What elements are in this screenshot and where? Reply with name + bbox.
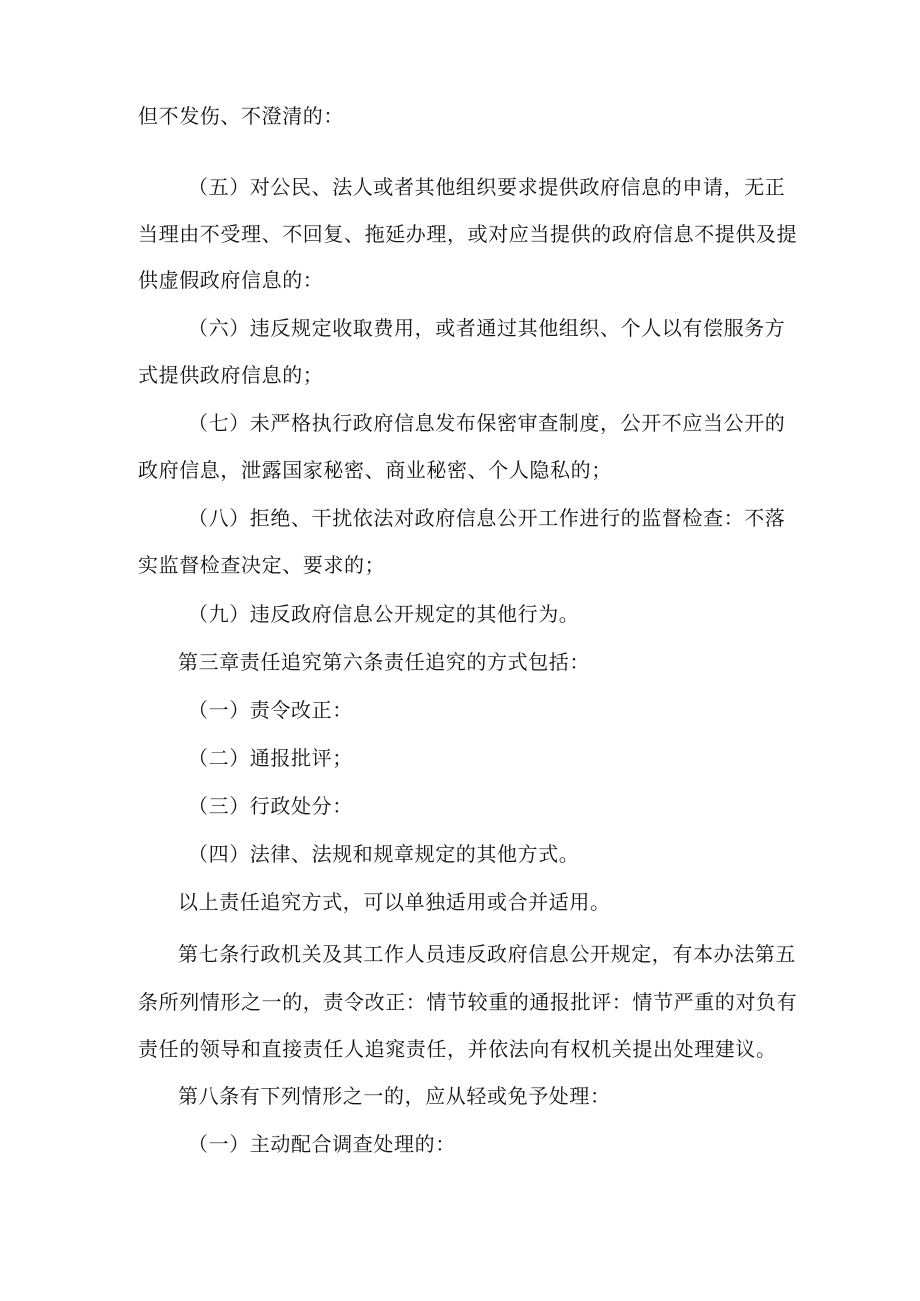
paragraph-11-line-1: （四）法律、法规和规章规定的其他方式。 xyxy=(188,842,580,866)
paragraph-5-line-2: 实监督检查决定、要求的； xyxy=(138,553,386,577)
paragraph-4-line-2: 政府信息，泄露国家秘密、商业秘密、个人隐私的； xyxy=(138,458,612,482)
paragraph-2-line-3: 供虚假政府信息的： xyxy=(138,268,324,292)
paragraph-7-line-1: 第三章责任追究第六条责任追究的方式包括： xyxy=(178,650,590,674)
paragraph-1-line-1: 但不发伤、不澄清的： xyxy=(138,104,344,128)
paragraph-3-line-2: 式提供政府信息的； xyxy=(138,363,324,387)
paragraph-14-line-1: 第八条有下列情形之一的，应从轻或免予处理： xyxy=(178,1084,611,1108)
paragraph-13-line-1: 第七条行政机关及其工作人员违反政府信息公开规定，有本办法第五 xyxy=(178,942,796,966)
paragraph-4-line-1: （七）未严格执行政府信息发布保密审查制度，公开不应当公开的 xyxy=(188,411,786,435)
paragraph-5-line-1: （八）拒绝、干扰依法对政府信息公开工作进行的监督检查：不落 xyxy=(188,506,786,530)
paragraph-12-line-1: 以上责任追究方式，可以单独适用或合并适用。 xyxy=(178,890,611,914)
paragraph-6-line-1: （九）违反政府信息公开规定的其他行为。 xyxy=(188,602,580,626)
paragraph-8-line-1: （一）责令改正： xyxy=(188,698,353,722)
paragraph-13-line-2: 条所列情形之一的，责令改正：情节较重的通报批评：情节严重的对负有 xyxy=(138,990,798,1014)
paragraph-2-line-1: （五）对公民、法人或者其他组织要求提供政府信息的申请，无正 xyxy=(188,175,786,199)
paragraph-2-line-2: 当理由不受理、不回复、拖延办理，或对应当提供的政府信息不提供及提 xyxy=(138,222,798,246)
paragraph-9-line-1: （二）通报批评； xyxy=(188,746,353,770)
paragraph-13-line-3: 责任的领导和直接责任人追窕责任，并依法向有权机关提出处理建议。 xyxy=(138,1037,777,1061)
paragraph-10-line-1: （三）行政处分： xyxy=(188,794,353,818)
paragraph-15-line-1: （一）主动配合调查处理的： xyxy=(188,1132,456,1156)
paragraph-3-line-1: （六）违反规定收取费用，或者通过其他组织、个人以有偿服务方 xyxy=(188,316,786,340)
